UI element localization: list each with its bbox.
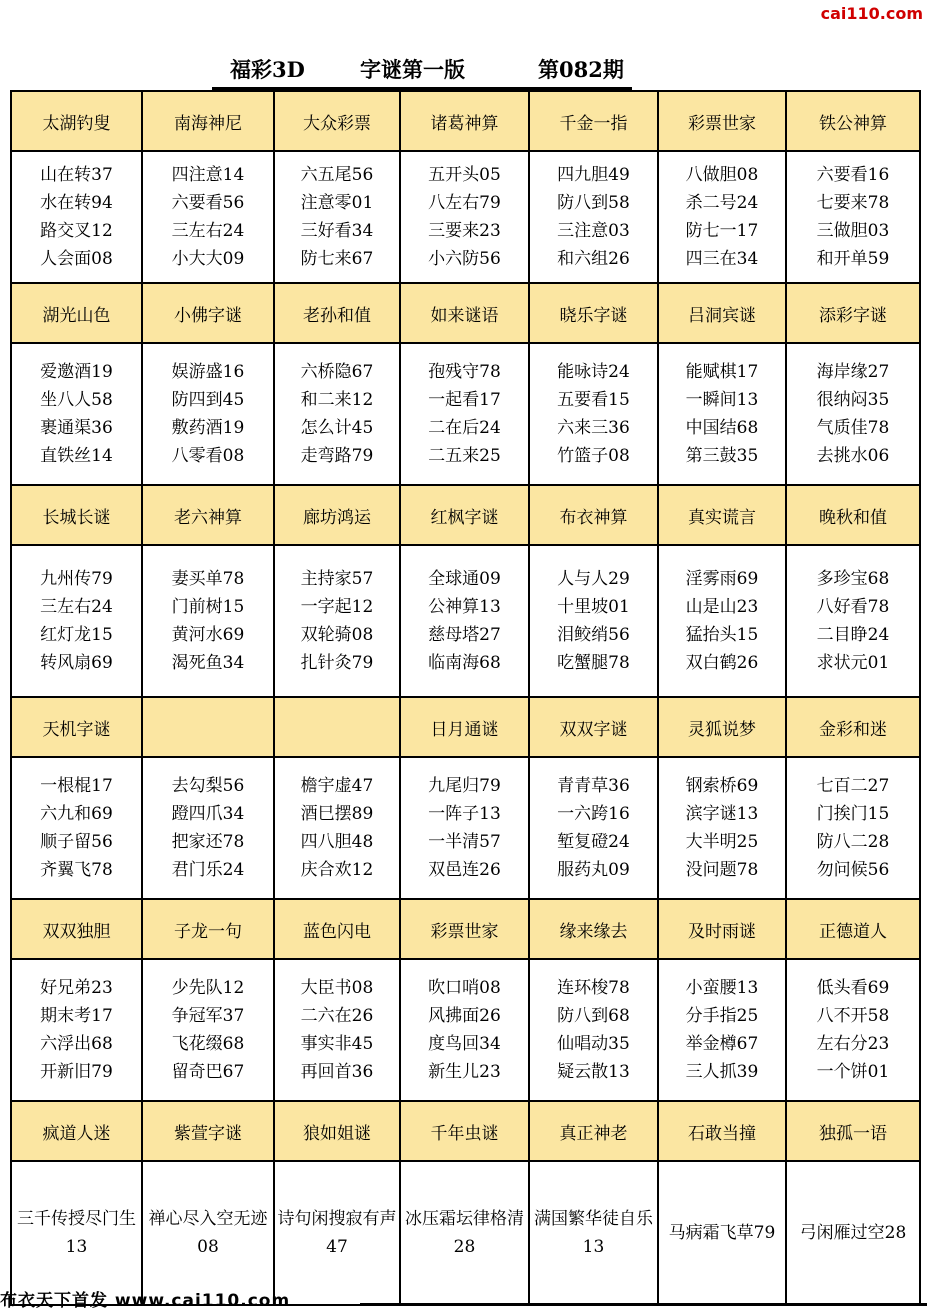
source-name-cell: 狼如姐谜 (274, 1101, 400, 1161)
riddle-item: 注意零01 (300, 193, 374, 213)
riddle-cell (786, 343, 920, 485)
riddle-item: 庆合欢12 (300, 860, 374, 880)
source-name-cell: 吕洞宾谜 (658, 283, 786, 343)
riddle-cell (400, 343, 529, 485)
source-name-cell: 千金一指 (529, 91, 658, 151)
riddle-cell (274, 343, 400, 485)
riddle-item: 仙唱动35 (557, 1034, 630, 1054)
source-name-cell: 彩票世家 (400, 899, 529, 959)
riddle-item: 六五尾56 (300, 165, 374, 185)
riddle-cell (529, 757, 658, 899)
riddle-item: 酒巳摆89 (300, 804, 374, 824)
riddle-item: 临南海68 (428, 653, 501, 673)
riddle-item: 一起看17 (428, 390, 501, 410)
riddle-item: 和六组26 (557, 249, 630, 269)
riddle-item: 檐宇虚47 (300, 776, 374, 796)
riddle-item: 新生儿23 (428, 1062, 501, 1082)
riddle-item: 君门乐24 (171, 860, 245, 880)
riddle-cell (11, 151, 142, 283)
riddle-item: 竹篮子08 (557, 446, 630, 466)
riddle-item: 妻买单78 (171, 569, 245, 589)
riddle-item: 水在转94 (40, 193, 113, 213)
source-name-cell: 廊坊鸿运 (274, 485, 400, 545)
riddle-item: 红灯龙15 (40, 625, 113, 645)
riddle-item: 四九胆49 (557, 165, 630, 185)
riddle-item: 服药丸09 (557, 860, 630, 880)
riddle-item: 再回首36 (300, 1062, 374, 1082)
riddle-item: 一瞬间13 (685, 390, 759, 410)
source-name-cell: 铁公神算 (786, 91, 920, 151)
items-row (11, 343, 920, 485)
title-edition: 字谜第一版 (360, 57, 465, 82)
riddle-item: 能赋棋17 (685, 362, 759, 382)
page-title (212, 54, 632, 86)
riddle-item: 淫雾雨69 (685, 569, 759, 589)
footer-rule (360, 1303, 927, 1306)
riddle-item: 四三在34 (685, 249, 759, 269)
riddle-item: 公神算13 (428, 597, 501, 617)
riddle-item: 黄河水69 (171, 625, 245, 645)
riddle-cell (142, 151, 274, 283)
source-name-cell: 日月通谜 (400, 697, 529, 757)
riddle-item: 孢残守78 (428, 362, 501, 382)
riddle-item: 海岸缘27 (816, 362, 890, 382)
header-row (11, 485, 920, 545)
riddle-cell (274, 959, 400, 1101)
source-name-cell: 石敢当撞 (658, 1101, 786, 1161)
riddle-item: 直铁丝14 (40, 446, 113, 466)
riddle-cell (658, 959, 786, 1101)
riddle-item: 防七来67 (300, 249, 374, 269)
riddle-cell (142, 757, 274, 899)
riddle-cell (658, 757, 786, 899)
source-name-cell: 蓝色闪电 (274, 899, 400, 959)
riddle-item: 风拂面26 (428, 1006, 501, 1026)
riddle-item: 顺子留56 (40, 832, 113, 852)
riddle-item: 小大大09 (171, 249, 245, 269)
riddle-item: 八做胆08 (685, 165, 759, 185)
source-name-cell: 老孙和值 (274, 283, 400, 343)
riddle-item: 举金樽67 (685, 1034, 759, 1054)
riddle-item: 防八到68 (557, 1006, 630, 1026)
riddle-item: 很纳闷35 (816, 390, 890, 410)
source-name-cell: 天机字谜 (11, 697, 142, 757)
riddle-item: 泪鲛绡56 (557, 625, 630, 645)
source-name-cell: 如来谜语 (400, 283, 529, 343)
source-name-cell: 大众彩票 (274, 91, 400, 151)
riddle-item: 六要看56 (171, 193, 245, 213)
header-row (11, 697, 920, 757)
riddle-item: 山在转37 (40, 165, 113, 185)
riddle-item: 敷药酒19 (171, 418, 245, 438)
riddle-item: 低头看69 (816, 978, 890, 998)
source-name-cell: 布衣神算 (529, 485, 658, 545)
riddle-item: 小六防56 (428, 249, 501, 269)
source-name-cell: 疯道人迷 (11, 1101, 142, 1161)
riddle-item: 争冠军37 (171, 1006, 245, 1026)
riddle-item: 去勾梨56 (171, 776, 245, 796)
riddle-item: 山是山23 (685, 597, 759, 617)
riddle-item: 好兄弟23 (40, 978, 113, 998)
riddle-item: 转风扇69 (40, 653, 113, 673)
riddle-item: 第三鼓35 (685, 446, 759, 466)
riddle-cell (658, 151, 786, 283)
riddle-cell (400, 959, 529, 1101)
riddle-item: 扎针灸79 (300, 653, 374, 673)
riddle-item: 六来三36 (557, 418, 630, 438)
riddle-item: 八不开58 (816, 1006, 890, 1026)
riddle-cell (11, 343, 142, 485)
riddle-item: 双轮骑08 (300, 625, 374, 645)
riddle-item: 少先队12 (171, 978, 245, 998)
riddle-item: 左右分23 (816, 1034, 890, 1054)
riddle-item: 四八胆48 (300, 832, 374, 852)
source-name-cell: 灵狐说梦 (658, 697, 786, 757)
riddle-item: 没问题78 (685, 860, 759, 880)
source-name-cell: 太湖钓叟 (11, 91, 142, 151)
riddle-item: 二五来25 (428, 446, 501, 466)
riddle-item: 蹬四爪34 (171, 804, 245, 824)
source-name-cell: 诸葛神算 (400, 91, 529, 151)
riddle-item: 中国结68 (685, 418, 759, 438)
source-name-cell: 小佛字谜 (142, 283, 274, 343)
riddle-cell (786, 959, 920, 1101)
items-row (11, 545, 920, 697)
riddle-cell (529, 959, 658, 1101)
riddle-item: 防八到58 (557, 193, 630, 213)
riddle-cell (142, 545, 274, 697)
riddle-item: 门挨门15 (816, 804, 890, 824)
source-name-cell: 正德道人 (786, 899, 920, 959)
riddle-item: 能咏诗24 (557, 362, 630, 382)
riddle-item: 三左右24 (171, 221, 245, 241)
riddle-table (10, 90, 921, 1306)
riddle-item: 主持家57 (300, 569, 374, 589)
poem-cell: 诗句闲搜寂有声47 (274, 1161, 400, 1305)
riddle-item: 猛抬头15 (685, 625, 759, 645)
riddle-item: 路交叉12 (40, 221, 113, 241)
riddle-item: 三注意03 (557, 221, 630, 241)
riddle-item: 双白鹤26 (685, 653, 759, 673)
riddle-item: 事实非45 (300, 1034, 374, 1054)
footer-text: 布衣天下首发 www.cai110.com (0, 1291, 291, 1311)
source-name-cell: 独孤一语 (786, 1101, 920, 1161)
riddle-cell (529, 151, 658, 283)
source-name-cell: 彩票世家 (658, 91, 786, 151)
riddle-item: 十里坡01 (557, 597, 630, 617)
source-name-cell: 紫萱字谜 (142, 1101, 274, 1161)
riddle-item: 和二来12 (300, 390, 374, 410)
riddle-item: 吃蟹腿78 (557, 653, 630, 673)
source-name-cell: 及时雨谜 (658, 899, 786, 959)
riddle-item: 开新旧79 (40, 1062, 113, 1082)
riddle-item: 一六跨16 (557, 804, 630, 824)
riddle-item: 期末考17 (40, 1006, 113, 1026)
riddle-item: 杀二号24 (685, 193, 759, 213)
riddle-item: 二六在26 (300, 1006, 374, 1026)
riddle-item: 堑复磴24 (557, 832, 630, 852)
riddle-item: 六要看16 (816, 165, 890, 185)
riddle-item: 坐八人58 (40, 390, 113, 410)
riddle-item: 吹口哨08 (428, 978, 501, 998)
poem-cell: 马病霜飞草79 (658, 1161, 786, 1305)
riddle-item: 八左右79 (428, 193, 501, 213)
riddle-item: 大半明25 (685, 832, 759, 852)
riddle-item: 九尾归79 (428, 776, 501, 796)
header-row (11, 283, 920, 343)
header-row (11, 91, 920, 151)
riddle-item: 一阵子13 (428, 804, 501, 824)
poem-cell: 弓闲雁过空28 (786, 1161, 920, 1305)
riddle-item: 全球通09 (428, 569, 501, 589)
source-name-cell: 老六神算 (142, 485, 274, 545)
riddle-item: 勿问候56 (816, 860, 890, 880)
riddle-item: 和开单59 (816, 249, 890, 269)
riddle-item: 人会面08 (40, 249, 113, 269)
riddle-cell (11, 757, 142, 899)
poem-cell: 冰压霜坛律格清28 (400, 1161, 529, 1305)
items-row (11, 959, 920, 1101)
source-name-cell: 真实谎言 (658, 485, 786, 545)
riddle-item: 三好看34 (300, 221, 374, 241)
riddle-item: 娱游盛16 (171, 362, 245, 382)
poem-cell: 三千传授尽门生13 (11, 1161, 142, 1305)
riddle-item: 四注意14 (171, 165, 245, 185)
riddle-item: 分手指25 (685, 1006, 759, 1026)
riddle-cell (11, 959, 142, 1101)
riddle-item: 双邑连26 (428, 860, 501, 880)
source-name-cell: 添彩字谜 (786, 283, 920, 343)
riddle-item: 九州传79 (40, 569, 113, 589)
riddle-item: 求状元01 (816, 653, 890, 673)
riddle-item: 二在后24 (428, 418, 501, 438)
poem-cell: 满国繁华徒自乐13 (529, 1161, 658, 1305)
source-name-cell: 双双字谜 (529, 697, 658, 757)
header-row (11, 899, 920, 959)
riddle-item: 三左右24 (40, 597, 113, 617)
riddle-cell (529, 343, 658, 485)
riddle-item: 五要看15 (557, 390, 630, 410)
riddle-item: 门前树15 (171, 597, 245, 617)
riddle-cell (142, 343, 274, 485)
riddle-item: 六浮出68 (40, 1034, 113, 1054)
riddle-item: 五开头05 (428, 165, 501, 185)
riddle-item: 六桥隐67 (300, 362, 374, 382)
source-name-cell: 子龙一句 (142, 899, 274, 959)
source-name-cell: 红枫字谜 (400, 485, 529, 545)
riddle-item: 小蛮腰13 (685, 978, 759, 998)
source-name-cell: 缘来缘去 (529, 899, 658, 959)
items-row (11, 757, 920, 899)
poem-cell: 禅心尽入空无迹08 (142, 1161, 274, 1305)
riddle-cell (786, 545, 920, 697)
riddle-item: 一半清57 (428, 832, 501, 852)
riddle-item: 二目睁24 (816, 625, 890, 645)
source-name-cell: 金彩和迷 (786, 697, 920, 757)
riddle-item: 一根棍17 (40, 776, 113, 796)
riddle-item: 七要来78 (816, 193, 890, 213)
riddle-item: 留奇巴67 (171, 1062, 245, 1082)
riddle-item: 钢索桥69 (685, 776, 759, 796)
riddle-item: 防七一17 (685, 221, 759, 241)
riddle-item: 走弯路79 (300, 446, 374, 466)
riddle-item: 三要来23 (428, 221, 501, 241)
riddle-cell (786, 757, 920, 899)
riddle-item: 三做胆03 (816, 221, 890, 241)
riddle-item: 八好看78 (816, 597, 890, 617)
poem-row (11, 1161, 920, 1305)
site-logo: cai110.com (820, 4, 923, 23)
riddle-cell (658, 343, 786, 485)
source-name-cell: 南海神尼 (142, 91, 274, 151)
riddle-item: 多珍宝68 (816, 569, 890, 589)
riddle-item: 怎么计45 (300, 418, 374, 438)
items-row (11, 151, 920, 283)
riddle-cell (274, 151, 400, 283)
riddle-cell (400, 545, 529, 697)
source-name-cell: 双双独胆 (11, 899, 142, 959)
source-name-cell: 晓乐字谜 (529, 283, 658, 343)
riddle-item: 人与人29 (557, 569, 630, 589)
riddle-cell (529, 545, 658, 697)
riddle-cell (400, 757, 529, 899)
source-name-cell (142, 697, 274, 757)
riddle-item: 连环梭78 (557, 978, 630, 998)
riddle-item: 防八二28 (816, 832, 890, 852)
riddle-item: 去挑水06 (816, 446, 890, 466)
riddle-item: 滨字谜13 (685, 804, 759, 824)
riddle-item: 三人抓39 (685, 1062, 759, 1082)
riddle-item: 飞花缀68 (171, 1034, 245, 1054)
riddle-item: 裹通渠36 (40, 418, 113, 438)
riddle-cell (400, 151, 529, 283)
riddle-item: 青青草36 (557, 776, 630, 796)
riddle-cell (786, 151, 920, 283)
riddle-item: 齐翼飞78 (40, 860, 113, 880)
source-name-cell: 晚秋和值 (786, 485, 920, 545)
riddle-item: 疑云散13 (557, 1062, 630, 1082)
riddle-item: 一字起12 (300, 597, 374, 617)
riddle-item: 慈母塔27 (428, 625, 501, 645)
title-lottery: 福彩3D (230, 57, 305, 82)
riddle-item: 大臣书08 (300, 978, 374, 998)
riddle-cell (11, 545, 142, 697)
source-name-cell: 湖光山色 (11, 283, 142, 343)
riddle-item: 一个饼01 (816, 1062, 890, 1082)
source-name-cell: 真正神老 (529, 1101, 658, 1161)
source-name-cell (274, 697, 400, 757)
riddle-item: 六九和69 (40, 804, 113, 824)
source-name-cell: 千年虫谜 (400, 1101, 529, 1161)
riddle-item: 防四到45 (171, 390, 245, 410)
riddle-cell (274, 545, 400, 697)
riddle-item: 把家还78 (171, 832, 245, 852)
riddle-cell (142, 959, 274, 1101)
header-row (11, 1101, 920, 1161)
riddle-item: 八零看08 (171, 446, 245, 466)
title-issue: 第082期 (538, 57, 624, 82)
riddle-cell (658, 545, 786, 697)
riddle-item: 气质佳78 (816, 418, 890, 438)
riddle-item: 七百二27 (816, 776, 890, 796)
riddle-item: 度鸟回34 (428, 1034, 501, 1054)
riddle-cell (274, 757, 400, 899)
source-name-cell: 长城长谜 (11, 485, 142, 545)
riddle-item: 爱邀酒19 (40, 362, 113, 382)
riddle-item: 渴死鱼34 (171, 653, 245, 673)
